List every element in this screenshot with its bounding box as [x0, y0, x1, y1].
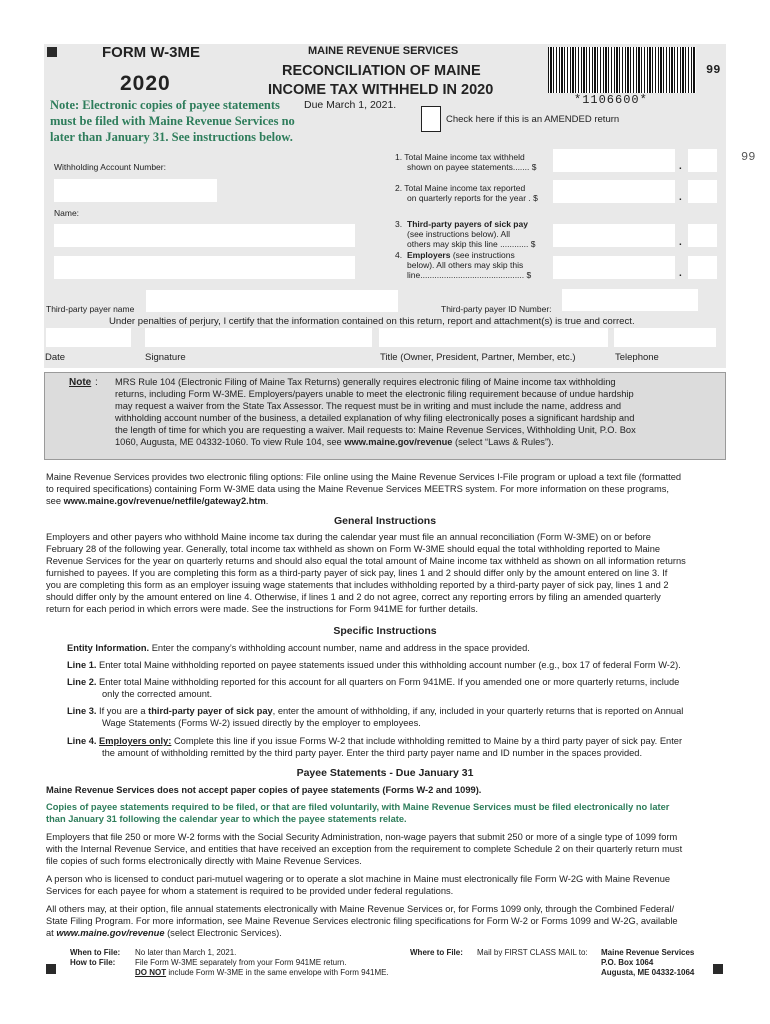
line3-instr-text-a2: , enter the amount of withholding, if any, included in your quarterly returns that is reported on Annual — [272, 706, 684, 716]
note-text-l4: withholding account number of the business, a detailed explanation of why filing electronically poses a significant hardship and — [115, 413, 635, 423]
note-text-l5: the length of time for which you are requesting a waiver. Mail requests to: Maine Revenue Services, Withholding Unit, P.O. Box — [115, 425, 636, 435]
line3-number: 3. — [395, 219, 403, 229]
payee-p3-l3a: at — [46, 928, 57, 938]
line3-text-c: others may skip this line ............ $ — [407, 239, 536, 249]
line2-instr-text-a: Enter total Maine withholding reported for this account for all quarters on Form 941ME. If you amended one or more quarterly returns, include — [96, 677, 680, 687]
name-input-1[interactable] — [54, 224, 355, 247]
agency-name: MAINE REVENUE SERVICES — [308, 45, 459, 57]
intro-l2: to required specifications) containing Form W-3ME data using the Maine Revenue Services MEETRS system. For more information on these programs, — [46, 484, 669, 494]
line3-amount-input[interactable] — [553, 224, 675, 247]
line4-instr-text-a: Complete this line if you issue Forms W-2 that include withholding remitted to Maine by a third party payer of sick pay. Enter — [171, 736, 683, 746]
payee-p3-l3c: (select Electronic Services). — [164, 928, 282, 938]
line4-decimal: . — [679, 268, 682, 279]
intro-l3a: see — [46, 496, 64, 506]
where-to-file-value: Mail by FIRST CLASS MAIL to: — [477, 948, 588, 957]
note-revenue-link[interactable]: www.maine.gov/revenue — [344, 437, 453, 447]
registration-mark-bottom-right — [713, 964, 723, 974]
payee-p2-l1: A person who is licensed to conduct pari-mutuel wagering or to operate a slot machine in Maine must electronically file Form W-2G with Maine Revenue — [46, 874, 671, 884]
amended-checkbox[interactable] — [421, 106, 441, 132]
payee-p1-l3: file copies of such forms electronically directly with Maine Revenue Services. — [46, 856, 362, 866]
signature-input[interactable] — [145, 328, 372, 347]
payee-revenue-link[interactable]: www.maine.gov/revenue — [56, 928, 165, 938]
line4-instr-text-b: the amount of withholding remitted by the third party payer. Enter the third party payer name and ID number in the spaces provided. — [102, 748, 643, 758]
form-title-line1: RECONCILIATION OF MAINE — [282, 63, 481, 79]
telephone-label: Telephone — [615, 352, 659, 363]
note-text-l6c: (select “Laws & Rules”). — [452, 437, 554, 447]
date-input[interactable] — [46, 328, 131, 347]
date-label: Date — [45, 352, 66, 363]
line3-decimal: . — [679, 237, 682, 248]
note-label: Note — [69, 377, 92, 388]
general-l1: Employers and other payers who withhold Maine income tax during the calendar year must file an annual reconciliation (Form W-3ME) on or before — [46, 532, 651, 542]
page-code: 99 — [706, 63, 721, 77]
payee-green-l2: than January 31 following the calendar year to which the payee statements relate. — [46, 814, 407, 824]
general-l6: should differ only by the amount entered on line 4. Otherwise, if lines 1 and 2 do not agree, correct any reporting errors by filing an amended quarterly — [46, 592, 661, 602]
general-l5: you are completing this form as an employer issuing wage statements that includes withholding reported by a third-party payer of sick pay, lines 1 and 2 — [46, 580, 669, 590]
line3-instr-text-a1: If you are a — [96, 706, 149, 716]
line2-decimal: . — [679, 192, 682, 203]
signature-label: Signature — [145, 352, 186, 363]
payee-p3-l1: All others may, at their option, file annual statements electronically with Maine Revenue Services or, for Forms 1099 only, through the Combined Federal/ — [46, 904, 675, 914]
line4-amount-input[interactable] — [553, 256, 675, 279]
entity-label: Entity Information. — [67, 643, 150, 653]
line2-instr-text-b: only the corrected amount. — [102, 689, 213, 699]
address-line1: Maine Revenue Services — [601, 948, 695, 957]
line4-instr-emph: Employers only: — [99, 736, 172, 746]
how-to-file-value: File Form W-3ME separately from your Form 941ME return. — [135, 958, 347, 967]
form-year: 2020 — [120, 72, 171, 95]
do-not-text: include Form W-3ME in the same envelope with Form 941ME. — [166, 968, 389, 977]
line2-text-a: 2. Total Maine income tax reported — [395, 183, 526, 193]
when-to-file-value: No later than March 1, 2021. — [135, 948, 237, 957]
line4-text-a: (see instructions — [450, 250, 515, 260]
barcode — [548, 47, 696, 93]
withholding-account-input[interactable] — [54, 179, 217, 202]
when-to-file-label: When to File: — [70, 948, 121, 957]
line2-cents-input[interactable] — [688, 180, 717, 203]
line1-amount-input[interactable] — [553, 149, 675, 172]
entity-text: Enter the company’s withholding account number, name and address in the space provided. — [149, 643, 530, 653]
perjury-statement: Under penalties of perjury, I certify that the information contained on this return, report and attachment(s) is true and correct. — [109, 316, 635, 327]
general-instructions-heading: General Instructions — [333, 515, 437, 527]
note-colon: : — [95, 377, 98, 388]
form-label: FORM W-3ME — [102, 44, 201, 61]
general-l4: furnished to payees. If you are completing this form as a third-party payer of sick pay, lines 1 and 2 should differ only by the amount entered on line 3. If — [46, 568, 668, 578]
intro-l3c: . — [265, 496, 269, 506]
withholding-account-label: Withholding Account Number: — [54, 162, 166, 172]
line3-title: Third-party payers of sick pay — [407, 219, 528, 229]
third-party-id-input[interactable] — [562, 289, 698, 311]
payee-p2-l2: Services for each payee for whom a statement is required to be provided under federal regulations. — [46, 886, 454, 896]
title-label: Title (Owner, President, Partner, Member, etc.) — [380, 352, 576, 363]
note-text-l1: MRS Rule 104 (Electronic Filing of Maine Tax Returns) generally requires electronic filing of Maine income tax withholding — [115, 377, 616, 387]
line1-decimal: . — [679, 161, 682, 172]
general-l7: return for each period in which errors were made. See the instructions for Form 941ME for further details. — [46, 604, 478, 614]
line4-cents-input[interactable] — [688, 256, 717, 279]
payee-bold-line: Maine Revenue Services does not accept paper copies of payee statements (Forms W-2 and 1099). — [46, 785, 482, 795]
third-party-name-label: Third-party payer name — [46, 304, 135, 314]
form-title-line2: INCOME TAX WITHHELD IN 2020 — [268, 82, 494, 98]
note-text-l3: may request a waiver from the State Tax Assessor. The request must be in writing and must include the name, address and — [115, 401, 622, 411]
line3-instr-label: Line 3. — [67, 706, 97, 716]
general-l2: February 28 of the following year. Generally, total income tax withheld as shown on Form W-3ME should equal the total withholding reported to Maine — [46, 544, 661, 554]
gateway-link[interactable]: www.maine.gov/revenue/netfile/gateway2.htm — [63, 496, 266, 506]
line3-instr-bold: third-party payer of sick pay — [148, 706, 273, 716]
title-input[interactable] — [379, 328, 608, 347]
where-to-file-label: Where to File: — [410, 948, 463, 957]
payee-p1-l2: with the Internal Revenue Service, and entities that have received an exception from the requirement to complete Schedule 2 on their quarterly return must — [46, 844, 683, 854]
line2-instr-label: Line 2. — [67, 677, 97, 687]
do-not-label: DO NOT — [135, 968, 167, 977]
how-to-file-label: How to File: — [70, 958, 116, 967]
electronic-note-line3: later than January 31. See instructions below. — [50, 130, 293, 144]
name-input-2[interactable] — [54, 256, 355, 279]
line1-instr-text: Enter total Maine withholding reported on payee statements issued under this withholding account number (e.g., box 17 of federal Form W-2). — [96, 660, 681, 670]
payee-green-l1: Copies of payee statements required to be filed, or that are filed voluntarily, with Maine Revenue Services must be filed electronically no later — [46, 802, 670, 812]
general-l3: Revenue Services for the year on quarterly returns and should also equal the total amount of Maine income tax withheld as shown on all information returns — [46, 556, 686, 566]
line3-cents-input[interactable] — [688, 224, 717, 247]
line1-text-a: 1. Total Maine income tax withheld — [395, 152, 525, 162]
margin-code: 99 — [741, 150, 756, 164]
line1-instr-label: Line 1. — [67, 660, 97, 670]
payee-p1-l1: Employers that file 250 or more W-2 forms with the Social Security Administration, non-wage payers that submit 250 or more of a single type of 1099 form — [46, 832, 678, 842]
electronic-note-line1: Note: Electronic copies of payee statements — [50, 98, 280, 112]
line3-instr-text-b: Wage Statements (Forms W-2) issued directly by the employer to employees. — [102, 718, 421, 728]
line3-text-b: (see instructions below). All — [407, 229, 510, 239]
payee-statements-heading: Payee Statements - Due January 31 — [296, 767, 474, 779]
note-text-l6a: 1060, Augusta, ME 04332-1060. To view Rule 104, see — [115, 437, 345, 447]
specific-instructions-heading: Specific Instructions — [333, 625, 437, 637]
amended-label: Check here if this is an AMENDED return — [446, 114, 620, 125]
line2-amount-input[interactable] — [553, 180, 675, 203]
note-text-l2: returns, including Form W-3ME. Employers/payers unable to meet the electronic filing requirement because of undue hardship — [115, 389, 634, 399]
third-party-id-label: Third-party payer ID Number: — [441, 304, 552, 314]
electronic-note-line2: must be filed with Maine Revenue Services no — [50, 114, 295, 128]
line4-instr-label: Line 4. — [67, 736, 97, 746]
line2-text-b: on quarterly reports for the year . $ — [407, 193, 538, 203]
name-label: Name: — [54, 208, 80, 218]
telephone-input[interactable] — [614, 328, 716, 347]
address-line3: Augusta, ME 04332-1064 — [601, 968, 695, 977]
line1-text-b: shown on payee statements....... $ — [407, 162, 537, 172]
line4-title: Employers — [407, 250, 451, 260]
registration-mark-bottom-left — [46, 964, 56, 974]
payee-p3-l2: State Filing Program. For more information, see Maine Revenue Services electronic filing specifications for Form W-2 or Forms 1099 and W-2G, available — [46, 916, 678, 926]
third-party-name-input[interactable] — [146, 290, 398, 312]
intro-l1: Maine Revenue Services provides two electronic filing options: File online using the Maine Revenue Services I-File program or upload a text file (formatted — [46, 472, 682, 482]
line4-number: 4. — [395, 250, 403, 260]
line1-cents-input[interactable] — [688, 149, 717, 172]
address-line2: P.O. Box 1064 — [601, 958, 654, 967]
barcode-number: *1106600* — [574, 93, 648, 107]
line4-text-b: below). All others may skip this — [407, 260, 524, 270]
due-date: Due March 1, 2021. — [304, 99, 397, 111]
line4-text-c: line............................................ $ — [407, 270, 532, 280]
registration-mark — [47, 47, 57, 57]
